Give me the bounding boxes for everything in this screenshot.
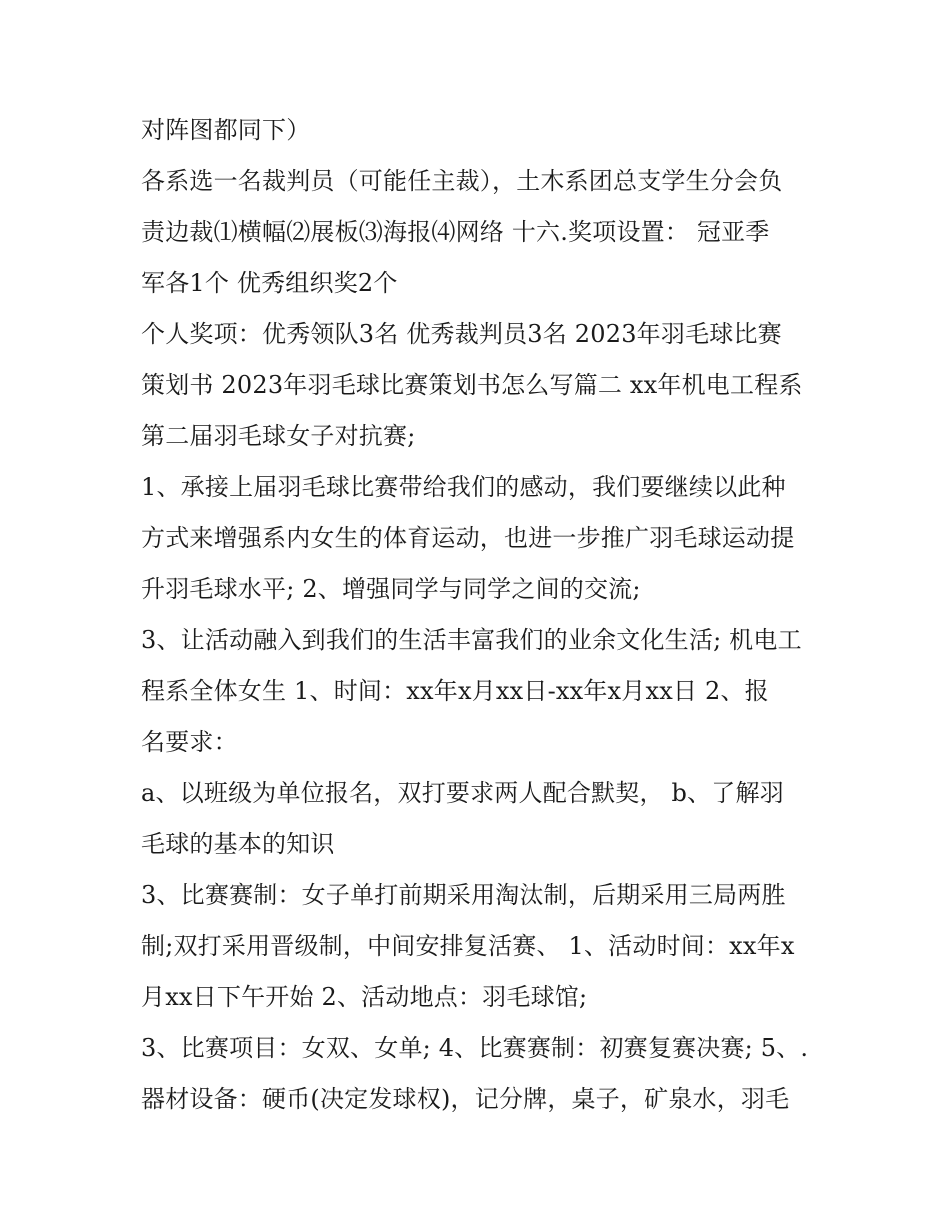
text-line: 程系全体女生 1、时间：xx年x月xx日-xx年x月xx日 2、报 [141, 677, 769, 705]
text-line: 制;双打采用晋级制，中间安排复活赛、 1、活动时间：xx年x [141, 932, 795, 960]
text-line: 方式来增强系内女生的体育运动，也进一步推广羽毛球运动提 [141, 524, 795, 552]
text-line: 对阵图都同下） [141, 116, 311, 144]
text-line: 军各1个 优秀组织奖2个 [141, 269, 398, 297]
text-line: 各系选一名裁判员（可能任主裁），土木系团总支学生分会负 [141, 167, 783, 195]
text-line: 策划书 2023年羽毛球比赛策划书怎么写篇二 xx年机电工程系 [141, 371, 803, 399]
text-line: 毛球的基本的知识 [141, 830, 335, 858]
text-line: 月xx日下午开始 2、活动地点：羽毛球馆; [141, 983, 588, 1011]
document-body [141, 108, 821, 1128]
text-line: 第二届羽毛球女子对抗赛; [141, 422, 416, 450]
text-line: 3、比赛赛制：女子单打前期采用淘汰制，后期采用三局两胜 [141, 881, 786, 909]
text-line: 名要求： [141, 728, 238, 756]
text-line: 3、比赛项目：女双、女单; 4、比赛赛制：初赛复赛决赛; 5、. [141, 1034, 809, 1062]
text-line: a、以班级为单位报名，双打要求两人配合默契， b、了解羽 [141, 779, 784, 807]
text-line: 责边裁⑴横幅⑵展板⑶海报⑷网络 十六.奖项设置： 冠亚季 [141, 218, 770, 246]
text-line: 升羽毛球水平; 2、增强同学与同学之间的交流; [141, 575, 641, 603]
text-line: 器材设备：硬币(决定发球权)，记分牌，桌子，矿泉水，羽毛 [141, 1085, 790, 1113]
text-line: 3、让活动融入到我们的生活丰富我们的业余文化生活; 机电工 [141, 626, 802, 654]
text-line: 个人奖项：优秀领队3名 优秀裁判员3名 2023年羽毛球比赛 [141, 320, 782, 348]
text-line: 1、承接上届羽毛球比赛带给我们的感动，我们要继续以此种 [141, 473, 786, 501]
